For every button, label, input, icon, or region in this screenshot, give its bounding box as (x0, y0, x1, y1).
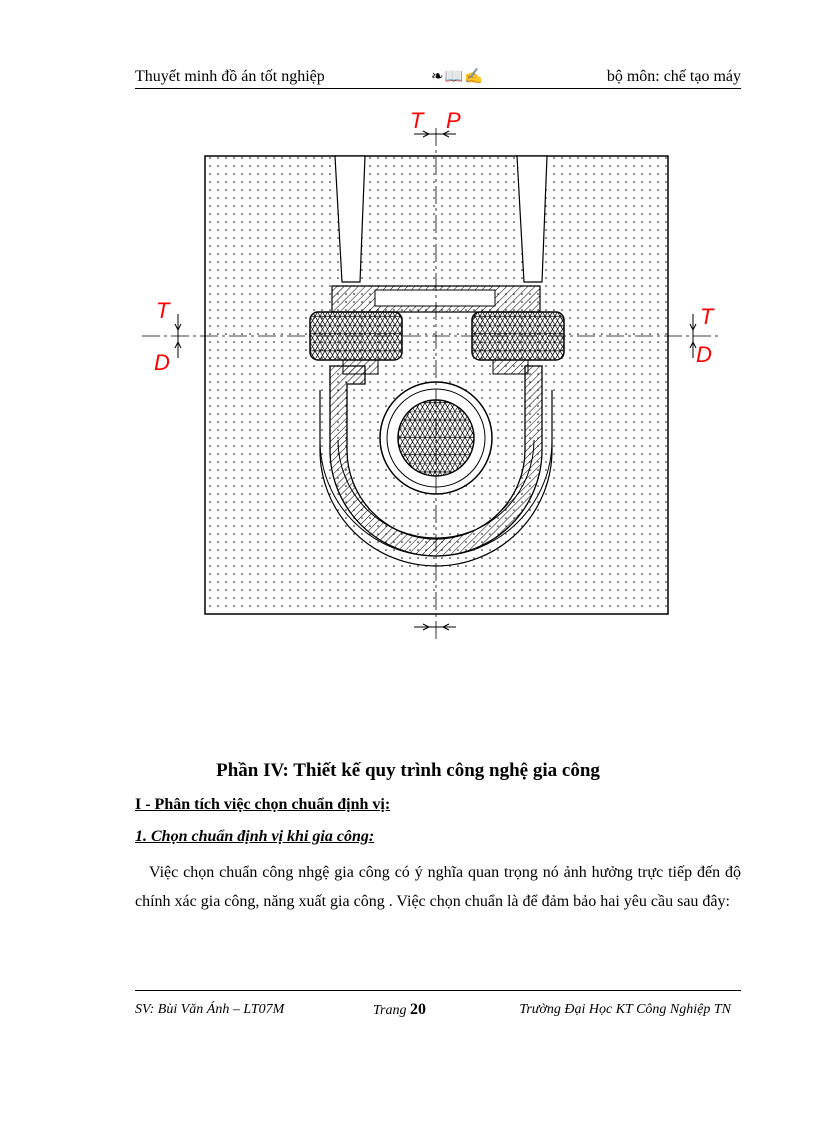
footer-school: Trường Đại Học KT Công Nghiệp TN (519, 1002, 731, 1017)
label-top-t: T (410, 108, 424, 133)
heading-2: 1. Chọn chuẩn định vị khi gia công: (135, 828, 375, 845)
label-right-t: T (700, 304, 714, 329)
label-top-p: P (446, 108, 461, 133)
label-left-t: T (156, 298, 170, 323)
technical-drawing (120, 100, 720, 660)
body-paragraph: Việc chọn chuẩn công nhgệ gia công có ý nghĩa quan trọng nó ảnh hưởng trực tiếp đến độ chính xác gia công, năng xuất gia công . Việc chọn chuẩn là để đảm bảo hai yêu cầu sau đây: (135, 864, 741, 910)
label-right-d: D (696, 342, 712, 367)
page-label: Trang (373, 1003, 407, 1018)
footer-page (373, 1001, 426, 1019)
header-right: bộ môn: chế tạo máy (606, 68, 741, 85)
heading-1: I - Phân tích việc chọn chuẩn định vị: (135, 796, 391, 813)
book-ornament-icon: ❧📖✍ (431, 69, 484, 85)
section-title: Phần IV: Thiết kế quy trình công nghệ gia công (216, 760, 600, 781)
page-header (135, 66, 741, 89)
footer-student: SV: Bùi Văn Ánh – LT07M (135, 1002, 285, 1017)
page-footer (135, 990, 741, 1023)
page-number: 20 (409, 1001, 426, 1018)
label-left-d: D (154, 350, 170, 375)
header-left: Thuyết minh đồ án tốt nghiệp (135, 68, 325, 85)
